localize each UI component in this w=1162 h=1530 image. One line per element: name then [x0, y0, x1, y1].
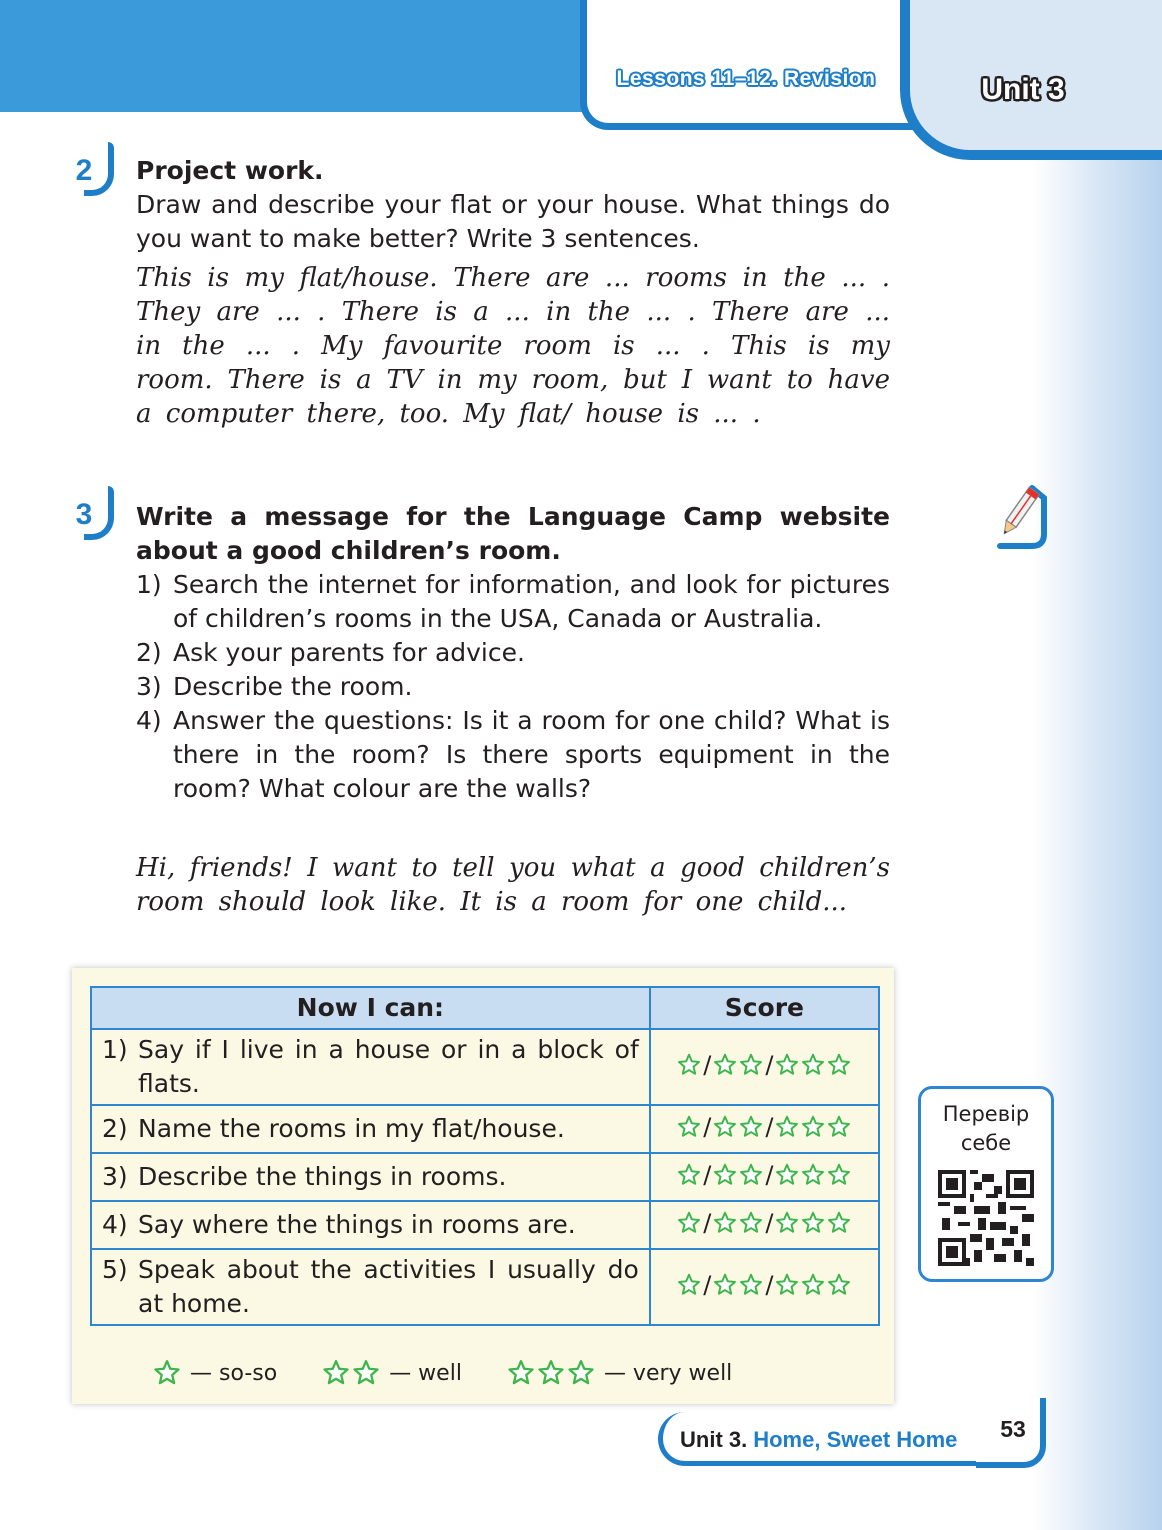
star-icon	[826, 1272, 852, 1298]
self-assessment-table	[90, 986, 880, 1326]
exercise-2-text	[136, 154, 890, 256]
star-icon	[774, 1162, 800, 1188]
list-item: 2) Ask your parents for advice.	[136, 638, 525, 667]
star-icon	[712, 1114, 738, 1140]
star-icon	[506, 1358, 596, 1388]
star-icon	[712, 1272, 738, 1298]
star-icon	[774, 1052, 800, 1078]
star-icon	[800, 1052, 826, 1078]
star-icon	[152, 1358, 182, 1388]
star-icon	[321, 1358, 351, 1388]
star-rating	[676, 1048, 852, 1082]
table-row: 1) Say if I live in a house or in a block of flats. / /	[91, 1029, 879, 1105]
qr-code-icon[interactable]	[938, 1170, 1034, 1266]
slash-separator: /	[703, 1160, 712, 1189]
slash-separator: /	[703, 1050, 712, 1079]
legend-item-3: — very well	[506, 1358, 740, 1388]
header-band	[0, 0, 600, 112]
score-cell	[650, 1105, 879, 1153]
score-cell	[650, 1249, 879, 1325]
exercise-2-example: This is my flat/house. There are ... rooms in the ... . They are ... . There is a ... in the ... . There are ... in the ... . My favourite room is ... . This is my room. There is a TV in my room, but I want to have a computer there, too. My flat/ house is ... .	[136, 263, 890, 429]
star-icon	[774, 1114, 800, 1140]
slash-separator: /	[765, 1270, 774, 1299]
star-rating	[676, 1158, 852, 1192]
score-cell	[650, 1153, 879, 1201]
score-cell	[650, 1029, 879, 1105]
exercise-number-3: 3	[58, 492, 110, 538]
score-legend	[152, 1356, 852, 1390]
star-icon	[800, 1210, 826, 1236]
lessons-title: Lessons 11–12. Revision	[616, 67, 876, 90]
star-icon	[676, 1210, 702, 1236]
star-icon	[712, 1162, 738, 1188]
slash-separator: /	[765, 1112, 774, 1141]
column-header-score: Score	[650, 987, 879, 1029]
slash-separator: /	[703, 1208, 712, 1237]
exercise-2-title: Project work.	[136, 156, 324, 185]
pencil-icon	[992, 484, 1052, 550]
exercise-number-2: 2	[58, 148, 110, 194]
unit-label: Unit 3	[981, 73, 1065, 106]
star-icon	[826, 1114, 852, 1140]
page-number: 53	[1000, 1416, 1026, 1442]
legend-item-1: — so-so	[152, 1358, 285, 1388]
star-icon	[826, 1052, 852, 1078]
table-row: 5) Speak about the activities I usually do at home. / /	[91, 1249, 879, 1325]
star-icon	[800, 1162, 826, 1188]
star-icon	[800, 1114, 826, 1140]
slash-separator: /	[765, 1160, 774, 1189]
slash-separator: /	[765, 1208, 774, 1237]
legend-item-2: — well	[321, 1358, 470, 1388]
exercise-3-title: Write a message for the Language Camp website about a good children’s room.	[136, 502, 890, 565]
star-icon	[676, 1052, 702, 1078]
star-icon	[774, 1210, 800, 1236]
table-header-row	[91, 987, 879, 1029]
star-rating	[676, 1268, 852, 1302]
star-icon	[738, 1210, 764, 1236]
star-icon	[676, 1162, 702, 1188]
star-icon	[738, 1272, 764, 1298]
star-rating	[676, 1110, 852, 1144]
star-icon	[738, 1114, 764, 1140]
star-icon	[774, 1272, 800, 1298]
qr-label[interactable]: Перевір себе	[942, 1102, 1030, 1155]
star-icon	[566, 1358, 596, 1388]
star-icon	[826, 1210, 852, 1236]
list-item: 4) Answer the questions: Is it a room for one child? What is there in the room? Is there sports equipment in the room? What colour are the walls?	[136, 706, 890, 803]
star-icon	[800, 1272, 826, 1298]
star-icon	[506, 1358, 536, 1388]
table-row: 2) Name the rooms in my flat/house. / /	[91, 1105, 879, 1153]
star-icon	[676, 1114, 702, 1140]
column-header-skill: Now I can:	[91, 987, 650, 1029]
exercise-3-example: Hi, friends! I want to tell you what a good children’s room should look like. It is a room for one child...	[136, 853, 890, 917]
star-icon	[536, 1358, 566, 1388]
star-icon	[321, 1358, 381, 1388]
star-icon	[712, 1210, 738, 1236]
star-icon	[676, 1272, 702, 1298]
star-icon	[712, 1052, 738, 1078]
score-cell	[650, 1201, 879, 1249]
list-item: 1) Search the internet for information, and look for pictures of children’s rooms in the USA, Canada or Australia.	[136, 570, 890, 633]
table-row: 4) Say where the things in rooms are. / /	[91, 1201, 879, 1249]
slash-separator: /	[703, 1112, 712, 1141]
footer-unit-title: Unit 3. Home, Sweet Home	[680, 1427, 958, 1452]
slash-separator: /	[765, 1050, 774, 1079]
star-rating	[676, 1206, 852, 1240]
side-gradient	[1032, 0, 1162, 1530]
star-icon	[152, 1358, 182, 1388]
slash-separator: /	[703, 1270, 712, 1299]
exercise-3-steps	[136, 568, 890, 806]
star-icon	[738, 1052, 764, 1078]
star-icon	[826, 1162, 852, 1188]
star-icon	[738, 1162, 764, 1188]
star-icon	[351, 1358, 381, 1388]
table-row: 3) Describe the things in rooms. / /	[91, 1153, 879, 1201]
exercise-2-instruction: Draw and describe your flat or your house. What things do you want to make better? Write 3 sentences.	[136, 190, 890, 253]
list-item: 3) Describe the room.	[136, 672, 413, 701]
